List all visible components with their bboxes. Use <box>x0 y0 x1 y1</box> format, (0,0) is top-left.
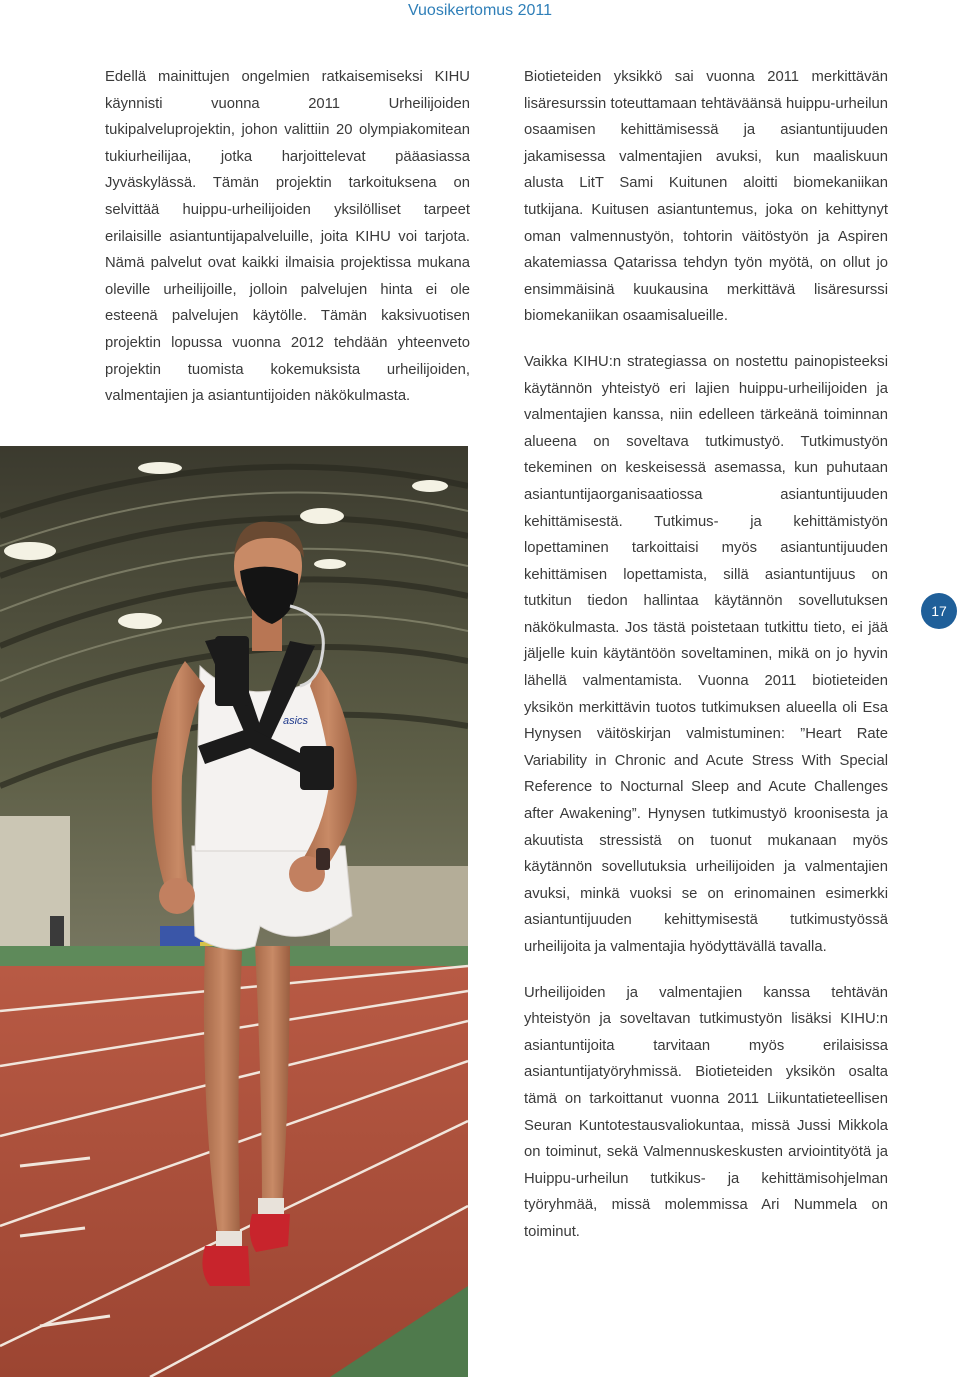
right-sock <box>258 1198 284 1216</box>
paragraph: Vaikka KIHU:n strategiassa on nostettu painopisteeksi käytännön yhteistyö eri lajien huippu-urheilijoiden ja valmentajien kanssa, niin edelleen tärkeänä toiminnan alueena on soveltava tutkimustyö. Tutkimustyön tekeminen on keskeisessä asemassa, kun puhutaan asiantuntijaorganisaatiossa asiantuntijuuden kehittämisestä. Tutkimus- ja kehittämistyön lopettaminen tarkoittaisi myös asiantuntijuuden kehittämisen lopettamista, sillä asiantuntijuus on tutkitun tiedon hallintaa käytännön sovellutuksen näkökulmasta. Jos tästä poistetaan tutkittu tieto, ei jää jäljelle kuin käytäntöön soveltaminen, mikä on jo hyvin lähellä valmentamista. Vuonna 2011 biotieteiden yksikön merkittävin tuotos tutkimuksen alueella oli Esa Hynysen väitöskirjan valmistuminen: ”Heart Rate Variability in Chronic and Acute Stress With Special Reference to Nocturnal Sleep and Acute Challenges after Awakening”. Hynysen tutkimustyö kroonisesta ja akuutista stressistä on tuonut mukanaan myös käytännön sovellutuksia urheilijoiden ja valmentajien avuksi, minkä vuoksi se on erinomainen esimerkki asiantuntijuuden kehittymisestä tutkimustyössä urheilijoita ja valmentajia hyödyttävällä tavalla. <box>524 353 888 955</box>
page-number-badge: 17 <box>921 593 957 629</box>
trash-bin <box>50 916 64 948</box>
right-text-column <box>524 64 888 1246</box>
athlete-photo <box>0 446 468 1377</box>
paragraph: Edellä mainittujen ongelmien ratkaisemiseksi KIHU käynnisti vuonna 2011 Urheilijoiden tukipalveluprojektin, johon valittiin 20 olympiakomitean tukiurheilijaa, jotka harjoittelevat pääasiassa Jyväskylässä. Tämän projektin tarkoituksena on selvittää huippu-urheilijoiden yksilölliset tarpeet erilaisille asiantuntijapalveluille, joita KIHU voi tarjota. Nämä palvelut ovat kaikki ilmaisia projektissa mukana oleville urheilijoille, jolloin palvelujen hinta ei ole esteenä palvelujen käytölle. Tämän kaksivuotisen projektin lopussa vuonna 2012 tehdään yhteenveto projektin tuomista kokemuksista urheilijoiden, valmentajien ja asiantuntijoiden näkökulmasta. <box>105 69 470 405</box>
watch <box>316 848 330 870</box>
right-shoe <box>250 1214 290 1252</box>
left-shoe <box>202 1246 250 1286</box>
paragraph: Urheilijoiden ja valmentajien kanssa tehtävän yhteistyön ja soveltavan tutkimustyön lisäksi KIHU:n asiantuntijoita tarvitaan myös erilaisissa asiantuntijatyöryhmissä. Biotieteiden yksikön osalta tämä on tarkoittanut vuonna 2011 Liikuntatieteellisen Seuran Kuntotestausvaliokuntaa, missä Jussi Mikkola on toiminut, sekä Valmennuskeskusten arviointityötä ja Huippu-urheilun tutkikus- ja kehittämisohjelman työryhmää, missä molemmissa Ari Nummela on toiminut. <box>524 984 888 1240</box>
paragraph: Biotieteiden yksikkö sai vuonna 2011 merkittävän lisäresurssin toteuttamaan tehtäväänsä huippu-urheilun osaamisen kehittämisessä ja asiantuntijuuden jakamisessa valmentajien avuksi, kun maaliskuun alusta LitT Sami Kuitunen aloitti biomekaniikan tutkijana. Kuitusen asiantuntemus, joka on kehittynyt oman valmennustyön, tohtorin väitöstyön ja Aspiren akatemiassa Qatarissa tehdyn työn myötä, on ollut jo ensimmäisinä kuukausina merkittävä lisäresurssi biomekaniikan osaamisalueille. <box>524 69 888 325</box>
shirt-logo: asics <box>283 715 309 727</box>
left-fist <box>159 878 195 914</box>
running-header: Vuosikertomus 2011 <box>407 2 553 19</box>
left-text-column <box>105 64 470 410</box>
